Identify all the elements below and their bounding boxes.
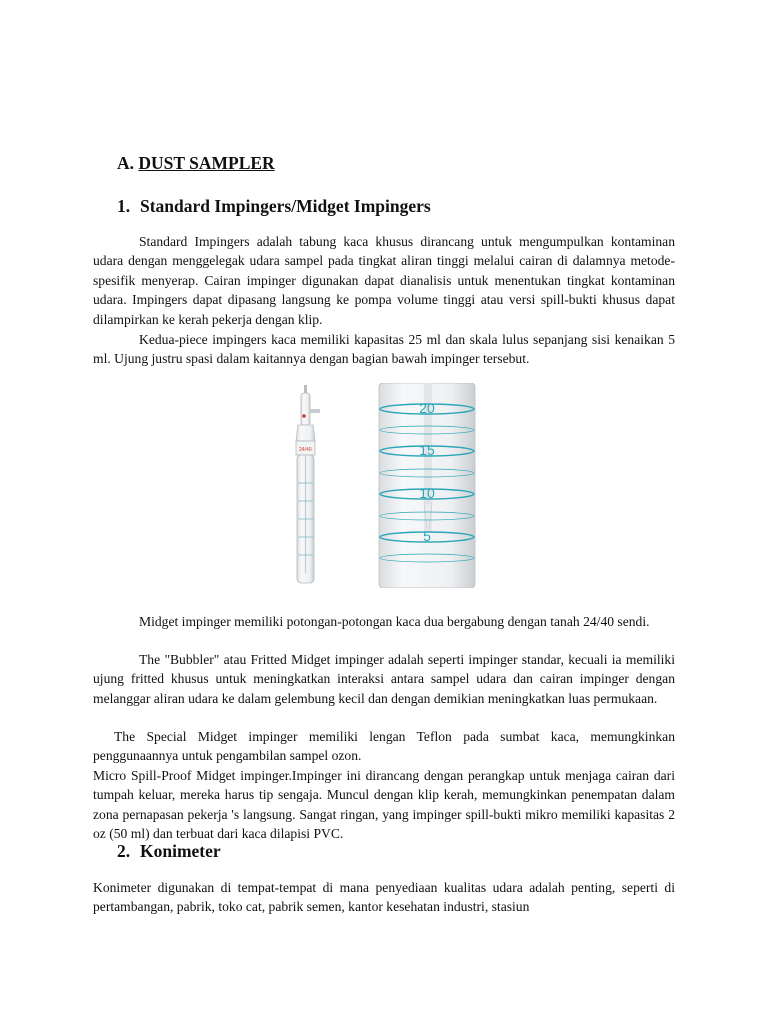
paragraph-bubbler: The "Bubbler" atau Fritted Midget impinger adalah seperti impinger standar, kecuali ia memiliki ujung fritted khusus untuk meningkatkan interaksi antara sampel udara dan cairan impinger dengan melanggar aliran udara ke dalam gelembung kecil dan dengan demikian meningkatkan luas permukaan. — [93, 652, 675, 706]
paragraph-midget-impinger: Midget impinger memiliki potongan-potongan kaca dua bergabung dengan tanah 24/40 sendi. — [139, 614, 650, 629]
scale-mark-15: 15 — [419, 442, 435, 458]
subheading-konimeter — [117, 841, 221, 862]
scale-mark-5: 5 — [423, 528, 431, 544]
joint-label: 24/40 — [299, 447, 312, 453]
impinger-figure — [288, 383, 483, 588]
scale-mark-10: 10 — [419, 485, 435, 501]
subheading-number: 1. — [117, 196, 131, 216]
subheading-title: Standard Impingers/Midget Impingers — [140, 196, 431, 216]
section-title: DUST SAMPLER — [138, 153, 275, 173]
subheading-standard-impingers — [117, 196, 431, 217]
paragraph-two-piece: Kedua-piece impingers kaca memiliki kapasitas 25 ml dan skala lulus sepanjang sisi kenaikan 5 ml. Ujung justru spasi dalam kaitannya dengan bagian bawah impinger tersebut. — [93, 332, 675, 367]
midget-impinger-image — [296, 385, 320, 583]
section-letter: A. — [117, 153, 135, 173]
scale-closeup-image — [379, 383, 475, 588]
subheading-title: Konimeter — [140, 841, 221, 861]
subheading-number: 2. — [117, 841, 131, 861]
paragraph-special-midget: The Special Midget impinger memiliki lengan Teflon pada sumbat kaca, memungkinkan penggunaannya untuk pengambilan sampel ozon. — [93, 729, 675, 764]
scale-mark-20: 20 — [419, 400, 435, 416]
paragraph-standard-impingers: Standard Impingers adalah tabung kaca khusus dirancang untuk mengumpulkan kontaminan udara dengan menggelegak udara sampel pada tingkat aliran tinggi melalui cairan di dalamnya metode-spesifik menyerap. Cairan impinger digunakan dapat dianalisis untuk menentukan tingkat kontaminan udara. Impingers dapat dipasang langsung ke pompa volume tinggi atau versi spill-bukti khusus dapat dilampirkan ke kerah pekerja dengan klip. — [93, 234, 675, 327]
section-heading — [117, 153, 275, 174]
paragraph-micro-spill-proof: Micro Spill-Proof Midget impinger.Impinger ini dirancang dengan perangkap untuk menjaga cairan dari tumpah keluar, mereka harus tip sengaja. Muncul dengan klip kerah, memungkinkan penempatan dalam zona pernapasan pekerja 's langsung. Sangat ringan, yang impinger spill-bukti mikro memiliki kapasitas 2 oz (50 ml) dan terbuat dari kaca dilapisi PVC. — [93, 768, 675, 842]
paragraph-konimeter: Konimeter digunakan di tempat-tempat di mana penyediaan kualitas udara adalah penting, seperti di pertambangan, pabrik, toko cat, pabrik semen, kantor kesehatan industri, stasiun — [93, 880, 675, 915]
